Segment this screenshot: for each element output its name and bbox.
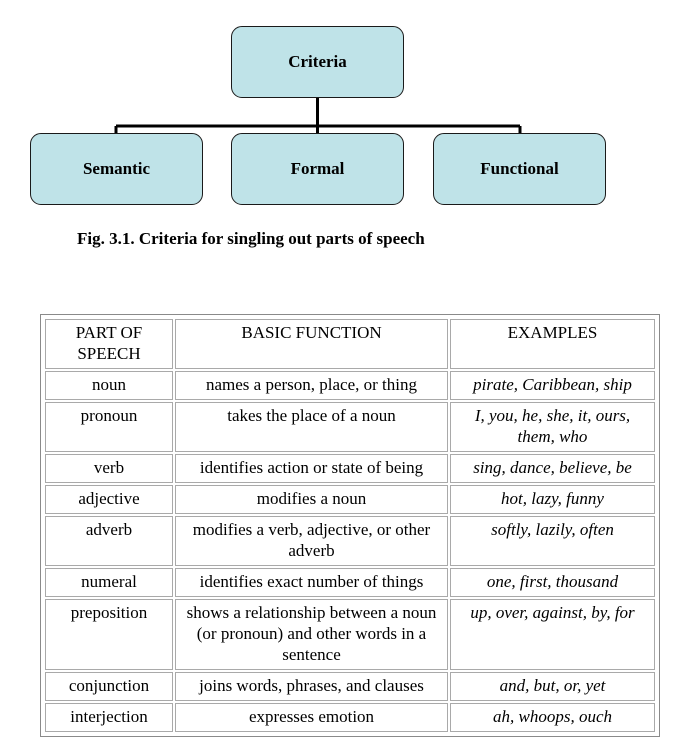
header-examples: EXAMPLES (450, 319, 655, 369)
table-row (45, 568, 655, 597)
examples-cell: hot, lazy, funny (450, 485, 655, 514)
formal-node (231, 133, 404, 205)
function-cell: expresses emotion (175, 703, 448, 732)
function-cell: takes the place of a noun (175, 402, 448, 452)
part-cell: preposition (45, 599, 173, 670)
functional-label: Functional (480, 159, 559, 178)
part-cell: adjective (45, 485, 173, 514)
table-row (45, 703, 655, 732)
table-row (45, 454, 655, 483)
header-part-of-speech: PART OF SPEECH (45, 319, 173, 369)
part-cell: adverb (45, 516, 173, 566)
examples-cell: pirate, Caribbean, ship (450, 371, 655, 400)
parts-of-speech-table (40, 314, 660, 737)
semantic-label: Semantic (82, 159, 151, 178)
table-row (45, 485, 655, 514)
function-cell: names a person, place, or thing (175, 371, 448, 400)
part-cell: numeral (45, 568, 173, 597)
table-row (45, 516, 655, 566)
table-row (45, 371, 655, 400)
examples-cell: softly, lazily, often (450, 516, 655, 566)
function-cell: modifies a verb, adjective, or other adverb (175, 516, 448, 566)
function-cell: identifies exact number of things (175, 568, 448, 597)
examples-cell: ah, whoops, ouch (450, 703, 655, 732)
function-cell: identifies action or state of being (175, 454, 448, 483)
table-row (45, 402, 655, 452)
part-cell: interjection (45, 703, 173, 732)
function-cell: shows a relationship between a noun (or pronoun) and other words in a sentence (175, 599, 448, 670)
table-row (45, 672, 655, 701)
formal-label: Formal (290, 159, 345, 178)
part-cell: conjunction (45, 672, 173, 701)
criteria-node (231, 26, 404, 98)
part-cell: verb (45, 454, 173, 483)
criteria-label: Criteria (288, 52, 347, 71)
table-row (45, 599, 655, 670)
header-basic-function: BASIC FUNCTION (175, 319, 448, 369)
table-header-row (45, 319, 655, 369)
examples-cell: one, first, thousand (450, 568, 655, 597)
examples-cell: sing, dance, believe, be (450, 454, 655, 483)
part-cell: noun (45, 371, 173, 400)
functional-node (433, 133, 606, 205)
figure-caption: Fig. 3.1. Criteria for singling out parts of speech (77, 229, 425, 248)
examples-cell: and, but, or, yet (450, 672, 655, 701)
examples-cell: up, over, against, by, for (450, 599, 655, 670)
examples-cell: I, you, he, she, it, ours, them, who (450, 402, 655, 452)
function-cell: modifies a noun (175, 485, 448, 514)
part-cell: pronoun (45, 402, 173, 452)
semantic-node (30, 133, 203, 205)
function-cell: joins words, phrases, and clauses (175, 672, 448, 701)
